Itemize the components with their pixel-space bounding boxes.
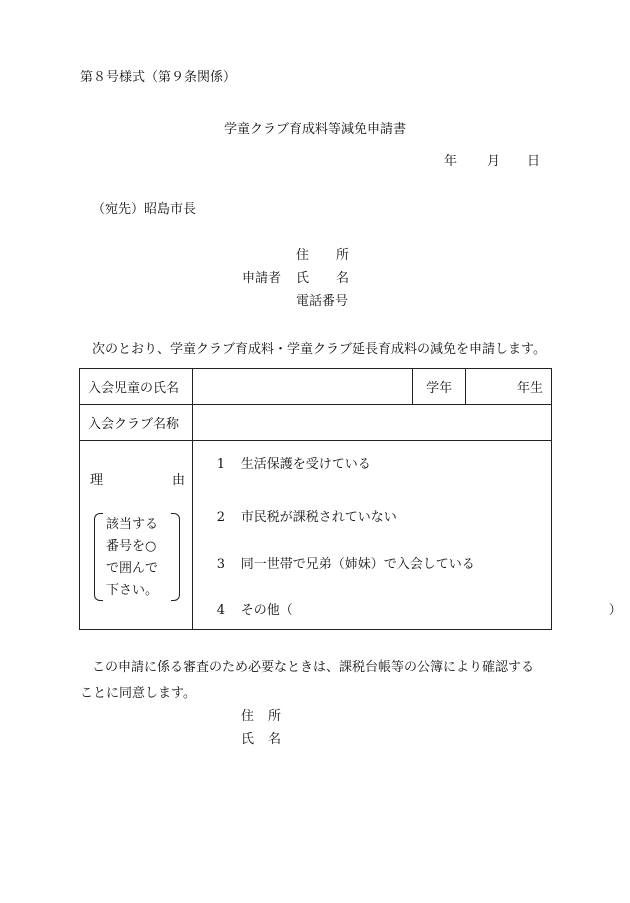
reason-number: 2 (216, 510, 226, 525)
grade-field[interactable] (466, 369, 552, 405)
reason-option-2[interactable] (217, 506, 397, 525)
instruction-line: 該当する (106, 517, 159, 532)
date-month-label: 月 (487, 154, 501, 169)
bracket-left (94, 513, 103, 601)
consent-line-2: ことに同意します。 (80, 686, 196, 701)
reason-number: 3 (216, 557, 226, 572)
applicant-phone-label: 電話番号 (296, 294, 349, 309)
reason-label-2: 由 (171, 473, 185, 488)
reason-label-cell (80, 441, 193, 630)
grade-label: 学年 (413, 369, 466, 405)
reason-text: その他（ (240, 603, 293, 618)
instruction-line: で囲んで (106, 561, 159, 576)
club-name-field[interactable] (192, 405, 551, 441)
reason-text: 生活保護を受けている (240, 457, 371, 472)
consent-line-1: この申請に係る審査のため必要なときは、課税台帳等の公簿により確認する (92, 660, 535, 675)
reason-number: 1 (216, 457, 226, 472)
reason-text: 市民税が課税されていない (240, 510, 397, 525)
date-year-label: 年 (444, 154, 458, 169)
club-name-label: 入会クラブ名称 (80, 405, 193, 441)
addressee: （宛先）昭島市長 (92, 202, 197, 217)
reason-text: 同一世帯で兄弟（姉妹）で入会している (240, 557, 475, 572)
child-name-row (80, 369, 552, 405)
applicant-name-label-1: 氏 (296, 271, 310, 286)
consent-name-label-2: 名 (268, 732, 282, 747)
applicant-label: 申請者 (242, 271, 282, 286)
consent-name-label-1: 氏 (241, 732, 255, 747)
bracket-right (171, 513, 180, 601)
club-name-row (80, 405, 552, 441)
applicant-name-label-2: 名 (336, 271, 350, 286)
reason-option-4[interactable] (217, 599, 293, 618)
application-table (79, 368, 622, 630)
instruction-line: 下さい。 (106, 583, 159, 598)
instruction-text (106, 514, 158, 602)
instruction-line: 番号を○ (106, 539, 157, 554)
child-name-label: 入会児童の氏名 (80, 369, 193, 405)
instruction-bracket (94, 513, 180, 599)
grade-suffix: 年生 (516, 381, 543, 396)
consent-address-label-1: 住 (241, 709, 255, 724)
reason-label (90, 469, 185, 488)
reason-option-3[interactable] (217, 553, 475, 572)
reason-row (80, 441, 552, 630)
reason-options-cell (192, 441, 622, 630)
document-title: 学童クラブ育成料等減免申請書 (223, 122, 406, 137)
applicant-address-label-2: 所 (336, 248, 350, 263)
date-day-label: 日 (527, 154, 541, 169)
consent-address-label-2: 所 (268, 709, 282, 724)
reason-number: 4 (216, 603, 226, 618)
intro-text: 次のとおり、学童クラブ育成料・学童クラブ延長育成料の減免を申請します。 (92, 342, 546, 357)
child-name-field[interactable] (192, 369, 412, 405)
form-number: 第８号様式（第９条関係） (80, 70, 237, 85)
reason-option-1[interactable] (217, 453, 371, 472)
other-close-paren: ） (608, 603, 622, 618)
reason-label-1: 理 (90, 473, 104, 488)
applicant-address-label-1: 住 (296, 248, 310, 263)
